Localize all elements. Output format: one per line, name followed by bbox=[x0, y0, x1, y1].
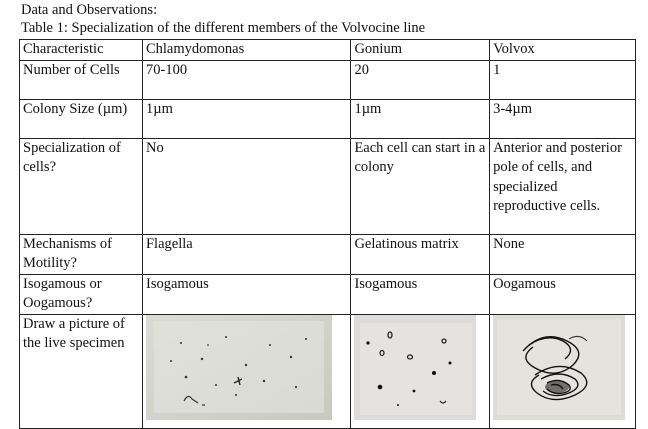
header-cell: Characteristic bbox=[20, 40, 143, 61]
table-row bbox=[20, 274, 636, 314]
drawing-cell bbox=[490, 314, 636, 428]
table-cell: Oogamous bbox=[490, 274, 636, 314]
row-label: Number of Cells bbox=[20, 60, 143, 99]
drawing-cell bbox=[351, 314, 490, 428]
table-caption: Table 1: Specialization of the different members of the Volvocine line bbox=[21, 20, 426, 36]
table-cell: 70-100 bbox=[142, 60, 350, 99]
table-row bbox=[20, 234, 636, 274]
volvox-drawing-photo bbox=[493, 315, 625, 420]
table-cell: Flagella bbox=[142, 234, 350, 274]
header-cell: Gonium bbox=[351, 40, 490, 61]
table-cell: 1 bbox=[490, 60, 636, 99]
table-cell: No bbox=[142, 138, 350, 234]
gonium-drawing-photo bbox=[354, 315, 476, 420]
table-cell: Isogamous bbox=[351, 274, 490, 314]
row-label: Mechanisms of Motility? bbox=[20, 234, 143, 274]
header-cell: Volvox bbox=[490, 40, 636, 61]
row-label: Colony Size (µm) bbox=[20, 99, 143, 138]
table-cell: 1µm bbox=[142, 99, 350, 138]
table-cell: 20 bbox=[351, 60, 490, 99]
table-row bbox=[20, 99, 636, 138]
table-row bbox=[20, 314, 636, 428]
observations-table bbox=[19, 39, 636, 429]
table-cell: 1µm bbox=[351, 99, 490, 138]
table-row bbox=[20, 60, 636, 99]
header-cell: Chlamydomonas bbox=[142, 40, 350, 61]
table-row bbox=[20, 138, 636, 234]
table-header-row bbox=[20, 40, 636, 61]
row-label: Draw a picture of the live specimen bbox=[20, 314, 143, 428]
table-cell: Isogamous bbox=[142, 274, 350, 314]
section-heading: Data and Observations: bbox=[21, 2, 158, 18]
chlamydomonas-drawing-photo bbox=[146, 315, 332, 420]
drawing-cell bbox=[142, 314, 350, 428]
table-cell: Each cell can start in a colony bbox=[351, 138, 490, 234]
row-label: Isogamous or Oogamous? bbox=[20, 274, 143, 314]
table-cell: None bbox=[490, 234, 636, 274]
table-cell: Gelatinous matrix bbox=[351, 234, 490, 274]
table-cell: Anterior and posterior pole of cells, and specialized reproductive cells. bbox=[490, 138, 636, 234]
table-cell: 3-4µm bbox=[490, 99, 636, 138]
row-label: Specialization of cells? bbox=[20, 138, 143, 234]
